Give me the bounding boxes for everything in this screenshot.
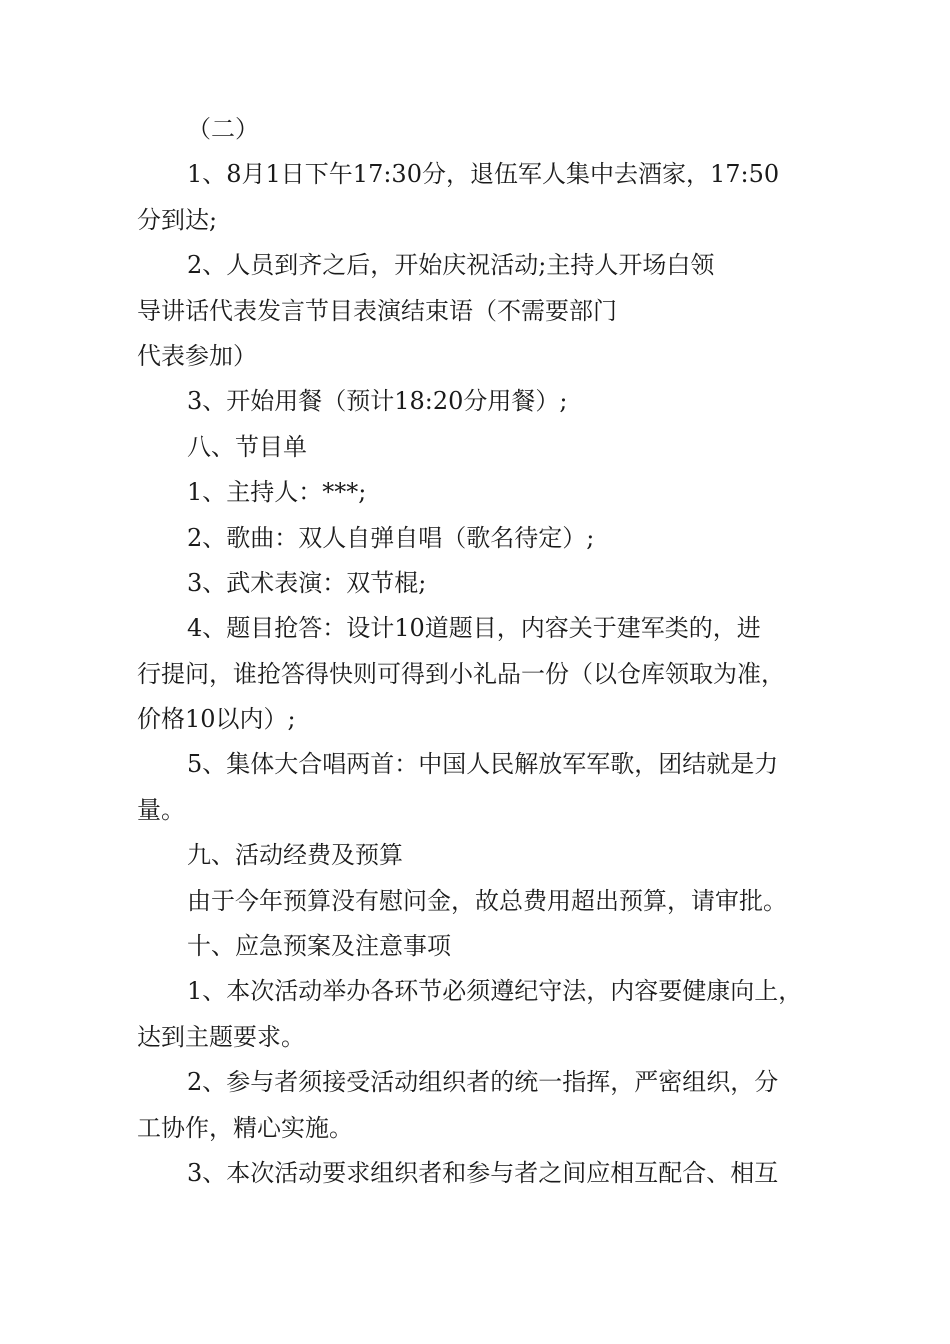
text-line: 1、主持人：***; (187, 478, 367, 507)
text-line: 工协作，精心实施。 (137, 1113, 353, 1142)
text-line: 2、参与者须接受活动组织者的统一指挥，严密组织，分 (187, 1068, 779, 1097)
text-line: 4、题目抢答：设计10道题目，内容关于建军类的，进 (187, 614, 761, 643)
text-line: （二） (187, 115, 259, 143)
text-line: 分到达; (137, 205, 218, 234)
text-line: 5、集体大合唱两首：中国人民解放军军歌，团结就是力 (187, 750, 779, 779)
text-line: 3、本次活动要求组织者和参与者之间应相互配合、相互 (187, 1158, 779, 1187)
text-line: 2、歌曲：双人自弹自唱（歌名待定）; (187, 523, 595, 552)
text-line: 量。 (137, 795, 185, 824)
document-body (137, 107, 827, 1196)
text-line: 导讲话代表发言节目表演结束语（不需要部门 (137, 296, 617, 325)
text-line: 达到主题要求。 (137, 1022, 305, 1051)
section-heading: 八、节目单 (187, 432, 307, 461)
text-line: 行提问，谁抢答得快则可得到小礼品一份（以仓库领取为准， (137, 659, 785, 688)
section-heading: 九、活动经费及预算 (187, 841, 403, 870)
text-line: 价格10以内）; (137, 705, 296, 734)
text-line: 1、8月1日下午17:30分，退伍军人集中去酒家，17:50 (187, 160, 780, 189)
section-heading: 十、应急预案及注意事项 (187, 932, 451, 961)
text-line: 1、本次活动举办各环节必须遵纪守法，内容要健康向上， (187, 977, 803, 1006)
text-line: 代表参加） (137, 341, 257, 370)
text-line: 由于今年预算没有慰问金，故总费用超出预算，请审批。 (187, 886, 787, 915)
text-line: 3、武术表演：双节棍; (187, 568, 427, 597)
text-line: 3、开始用餐（预计18:20分用餐）; (187, 387, 568, 416)
text-line: 2、人员到齐之后，开始庆祝活动;主持人开场白领 (187, 251, 715, 280)
